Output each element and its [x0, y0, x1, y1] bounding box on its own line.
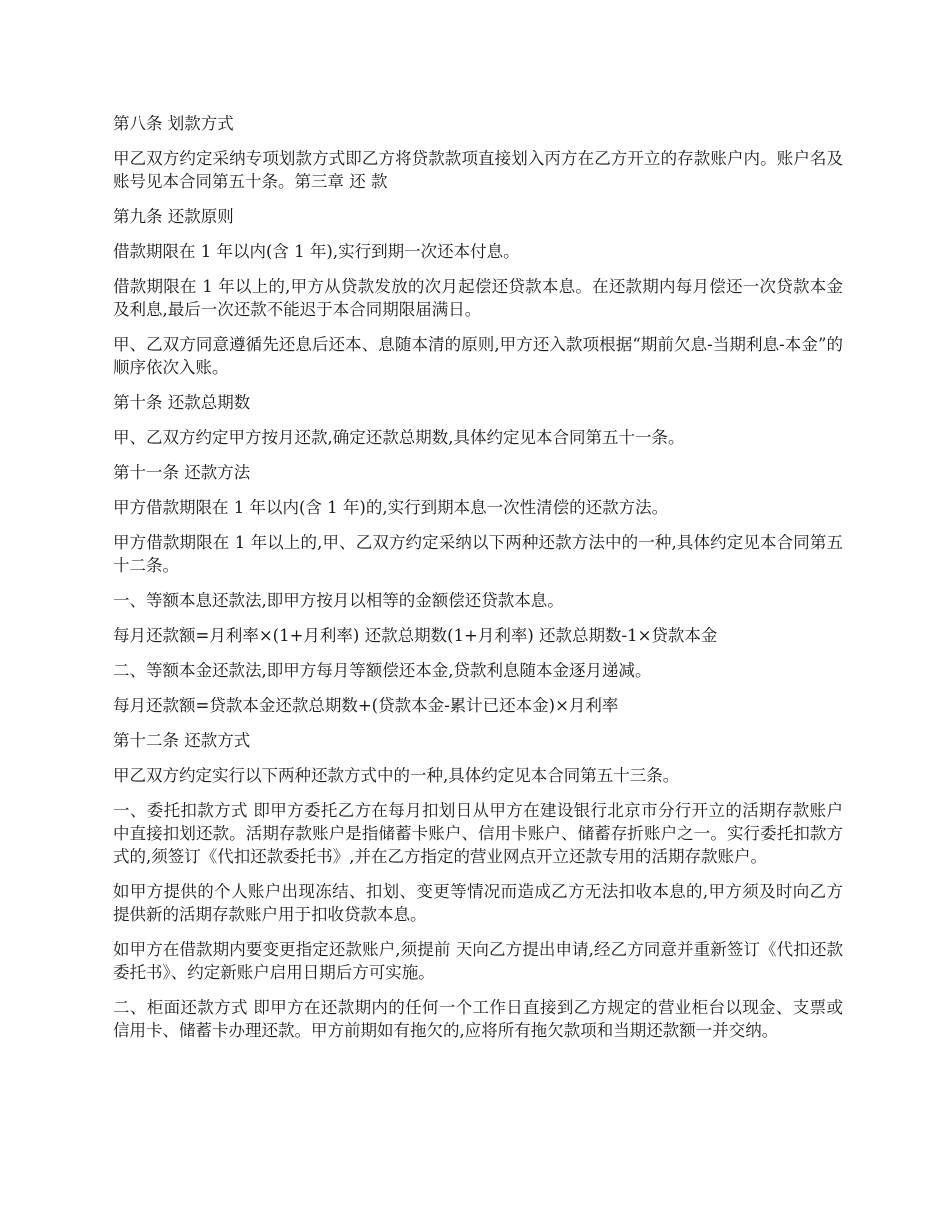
article-11-method-2: 二、等额本金还款法,即甲方每月等额偿还本金,贷款利息随本金逐月递减。: [113, 661, 652, 680]
article-11-text-1: 甲方借款期限在 1 年以内(含 1 年)的,实行到期本息一次性清偿的还款方法。: [113, 498, 669, 517]
article-9-text-2: 借款期限在 1 年以上的,甲方从贷款发放的次月起偿还贷款本息。在还款期内每月偿还一次贷款本金及利息,最后一次还款不能迟于本合同期限届满日。: [113, 277, 843, 319]
article-10-text: 甲、乙双方约定甲方按月还款,确定还款总期数,具体约定见本合同第五十一条。: [113, 428, 685, 447]
article-9-heading: 第九条 还款原则: [113, 207, 234, 226]
article-12-heading: 第十二条 还款方式: [113, 731, 251, 750]
article-11-formula-2: 每月还款额=贷款本金还款总期数+(贷款本金-累计已还本金)×月利率: [113, 696, 619, 715]
document-body: [113, 112, 843, 1054]
article-11-heading: 第十一条 还款方法: [113, 463, 251, 482]
article-12-text: 甲乙双方约定实行以下两种还款方式中的一种,具体约定见本合同第五十三条。: [113, 766, 680, 785]
article-9-text-1: 借款期限在 1 年以内(含 1 年),实行到期一次还本付息。: [113, 242, 520, 261]
article-12-method-1-note-1: 如甲方提供的个人账户出现冻结、扣划、变更等情况而造成乙方无法扣收本息的,甲方须及时向乙方提供新的活期存款账户用于扣收贷款本息。: [113, 882, 843, 924]
article-8-text: 甲乙双方约定采纳专项划款方式即乙方将贷款款项直接划入丙方在乙方开立的存款账户内。账户名及账号见本合同第五十条。第三章 还 款: [113, 149, 843, 191]
article-12-method-1-note-2: 如甲方在借款期内要变更指定还款账户,须提前 天向乙方提出申请,经乙方同意并重新签订《代扣还款委托书》、约定新账户启用日期后方可实施。: [113, 940, 843, 982]
article-10-heading: 第十条 还款总期数: [113, 393, 251, 412]
article-11-formula-1: 每月还款额=月利率×(1+月利率) 还款总期数(1+月利率) 还款总期数-1×贷款本金: [113, 626, 718, 645]
article-9-text-3: 甲、乙双方同意遵循先还息后还本、息随本清的原则,甲方还入款项根据“期前欠息-当期利息-本金”的顺序依次入账。: [113, 335, 843, 377]
article-8-heading: 第八条 划款方式: [113, 114, 234, 133]
article-11-text-2: 甲方借款期限在 1 年以上的,甲、乙双方约定采纳以下两种还款方法中的一种,具体约定见本合同第五十二条。: [113, 533, 843, 575]
article-12-method-1: 一、委托扣款方式 即甲方委托乙方在每月扣划日从甲方在建设银行北京市分行开立的活期存款账户中直接扣划还款。活期存款账户是指储蓄卡账户、信用卡账户、储蓄存折账户之一。实行委托扣款方式的,须签订《代扣还款委托书》,并在乙方指定的营业网点开立还款专用的活期存款账户。: [113, 801, 843, 866]
article-12-method-2: 二、柜面还款方式 即甲方在还款期内的任何一个工作日直接到乙方规定的营业柜台以现金、支票或信用卡、储蓄卡办理还款。甲方前期如有拖欠的,应将所有拖欠款项和当期还款额一并交纳。: [113, 998, 843, 1040]
article-11-method-1: 一、等额本息还款法,即甲方按月以相等的金额偿还贷款本息。: [113, 591, 564, 610]
